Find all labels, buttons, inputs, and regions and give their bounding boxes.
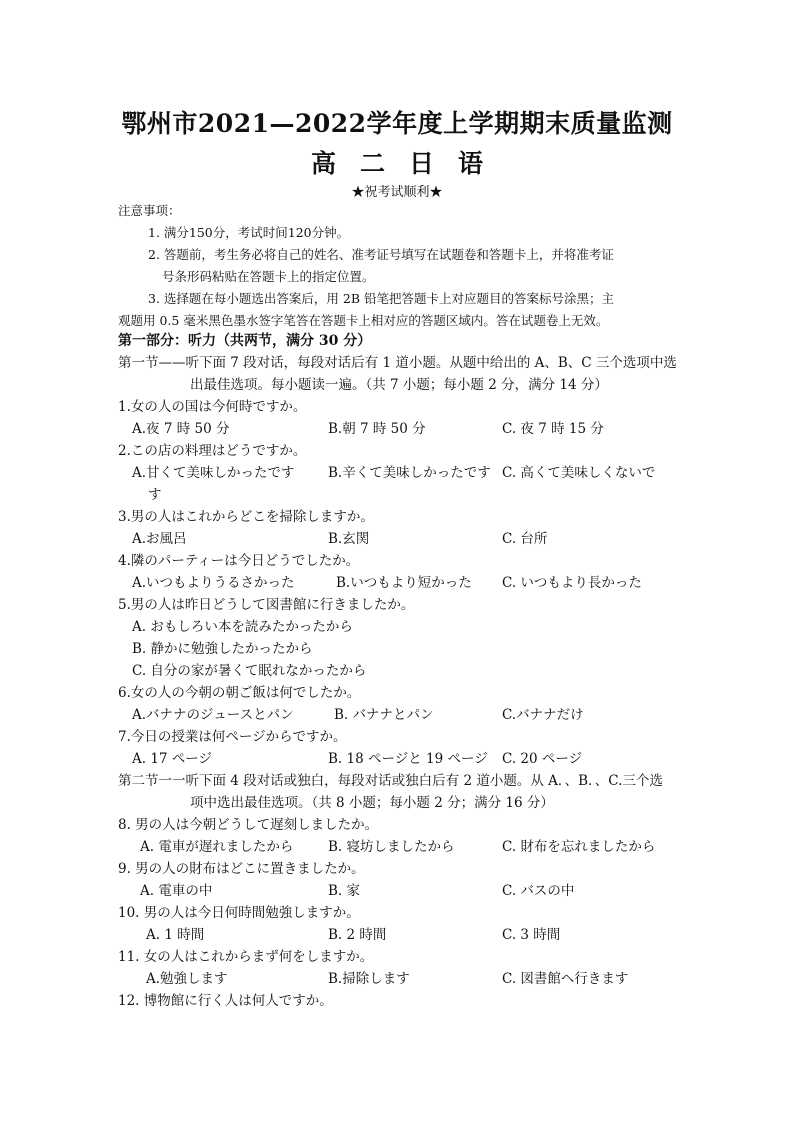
option-c-wrap: す	[148, 487, 162, 503]
option-c: C. 財布を忘れましたから	[502, 839, 656, 855]
option-c: C.バナナだけ	[502, 707, 584, 723]
option-a: A.夜 7 時 50 分	[132, 421, 230, 437]
option-b: B. 家	[328, 883, 361, 899]
question-4: 4.隣のパーティーは今日どうでしたか。	[118, 553, 360, 569]
question-6-options	[118, 704, 688, 726]
option-b: B.掃除します	[328, 971, 410, 987]
question-2: 2.この店の料理はどうですか。	[118, 443, 307, 459]
option-c: C. 20 ページ	[502, 751, 583, 767]
notes-heading: 注意事项：	[118, 203, 181, 218]
section1-instruction-continued: 出最佳选项。每小题读一遍。（共 7 小题；每小题 2 分，满分 14 分）	[190, 377, 608, 393]
exam-subtitle: 高二日语	[310, 149, 507, 178]
section2-instruction-continued: 项中选出最佳选项。（共 8 小题；每小题 2 分；满分 16 分）	[190, 795, 554, 811]
option-b: B. 寝坊しましたから	[328, 839, 455, 855]
question-5: 5.男の人は昨日どうして図書館に行きましたか。	[118, 597, 415, 613]
question-1: 1.女の人の国は今何時ですか。	[118, 399, 307, 415]
option-c: C. 台所	[502, 531, 548, 547]
exam-motto: ★祝考试顺利★	[351, 185, 443, 200]
option-c: C. バスの中	[502, 883, 575, 899]
option-b: B.いつもより短かった	[336, 575, 472, 591]
question-6: 6.女の人の今朝の朝ご飯は何でしたか。	[118, 685, 361, 701]
question-12: 12. 博物館に行く人は何人ですか。	[118, 993, 333, 1009]
section1-instruction: 第一节——听下面 7 段对话，每段对话后有 1 道小题。从题中给出的 A、B、C 三个选项中选	[118, 355, 677, 371]
question-8: 8. 男の人は今朝どうして遅刻しましたか。	[118, 817, 379, 833]
note-item-3-continued: 观题用 0.5 毫米黑色墨水签字笔答在答题卡上相对应的答题区域内。答在试题卷上无效。	[118, 313, 609, 328]
option-b: B.辛くて美味しかったです	[328, 465, 491, 481]
note-item-3: 3. 选择题在每小题选出答案后，用 2B 铅笔把答题卡上对应题目的答案标号涂黑；主	[148, 291, 614, 306]
notes-section	[118, 200, 688, 332]
question-7-options	[118, 748, 688, 770]
note-item-1: 1. 满分150分，考试时间120分钟。	[148, 225, 350, 240]
note-item-2: 2. 答题前，考生务必将自己的姓名、准考证号填写在试题卷和答题卡上，并将准考证	[148, 247, 614, 262]
question-1-options	[118, 418, 688, 440]
question-8-options	[118, 836, 688, 858]
option-a: A. 17 ページ	[132, 751, 213, 767]
option-a: A.甘くて美味しかったです	[132, 465, 295, 481]
question-4-options	[118, 572, 688, 594]
note-item-2-continued: 号条形码粘贴在答题卡上的指定位置。	[162, 269, 375, 284]
question-11: 11. 女の人はこれからまず何をしますか。	[118, 949, 374, 965]
question-10: 10. 男の人は今日何時間勉強しますか。	[118, 905, 360, 921]
option-c: C. 夜 7 時 15 分	[502, 421, 604, 437]
option-a: A.お風呂	[132, 531, 187, 547]
question-9: 9. 男の人の財布はどこに置きましたか。	[118, 861, 365, 877]
option-c: C. 高くて美味しくないで	[502, 465, 656, 481]
question-7: 7.今日の授業は何ページからですか。	[118, 729, 347, 745]
option-a: A. 電車が遅れましたから	[140, 839, 294, 855]
exam-title: 鄂州市2021—2022学年度上学期期末质量监测	[121, 109, 673, 138]
question-11-options	[118, 968, 688, 990]
question-2-options	[118, 462, 688, 484]
option-a: A. おもしろい本を読みたかったから	[132, 619, 353, 635]
part1-title: 第一部分：听力（共两节，满分 30 分）	[118, 333, 372, 349]
section2-instruction: 第二节一一听下面 4 段对话或独白，每段对话或独白后有 2 道小题。从 A．、B．、C.三个选	[118, 773, 663, 789]
question-3: 3.男の人はこれからどこを掃除しますか。	[118, 509, 374, 525]
question-3-options	[118, 528, 688, 550]
option-a: A. 1 時間	[146, 927, 205, 943]
option-b: B. バナナとパン	[334, 707, 434, 723]
question-10-options	[118, 924, 688, 946]
question-9-options	[118, 880, 688, 902]
option-b: B.朝 7 時 50 分	[328, 421, 426, 437]
option-a: A.勉強します	[146, 971, 228, 987]
option-c: C. 図書館へ行きます	[502, 971, 629, 987]
option-b: B. 静かに勉強したかったから	[132, 641, 313, 657]
option-b: B.玄関	[328, 531, 370, 547]
option-b: B. 18 ページと 19 ページ	[328, 751, 488, 767]
listening-part	[118, 330, 688, 1012]
option-c: C. 自分の家が暑くて眠れなかったから	[132, 663, 367, 679]
option-b: B. 2 時間	[328, 927, 387, 943]
option-c: C. いつもより長かった	[502, 575, 642, 591]
option-a: A. 電車の中	[140, 883, 213, 899]
option-c: C. 3 時間	[502, 927, 561, 943]
option-a: A.いつもよりうるさかった	[132, 575, 295, 591]
option-a: A.バナナのジュースとパン	[132, 707, 294, 723]
